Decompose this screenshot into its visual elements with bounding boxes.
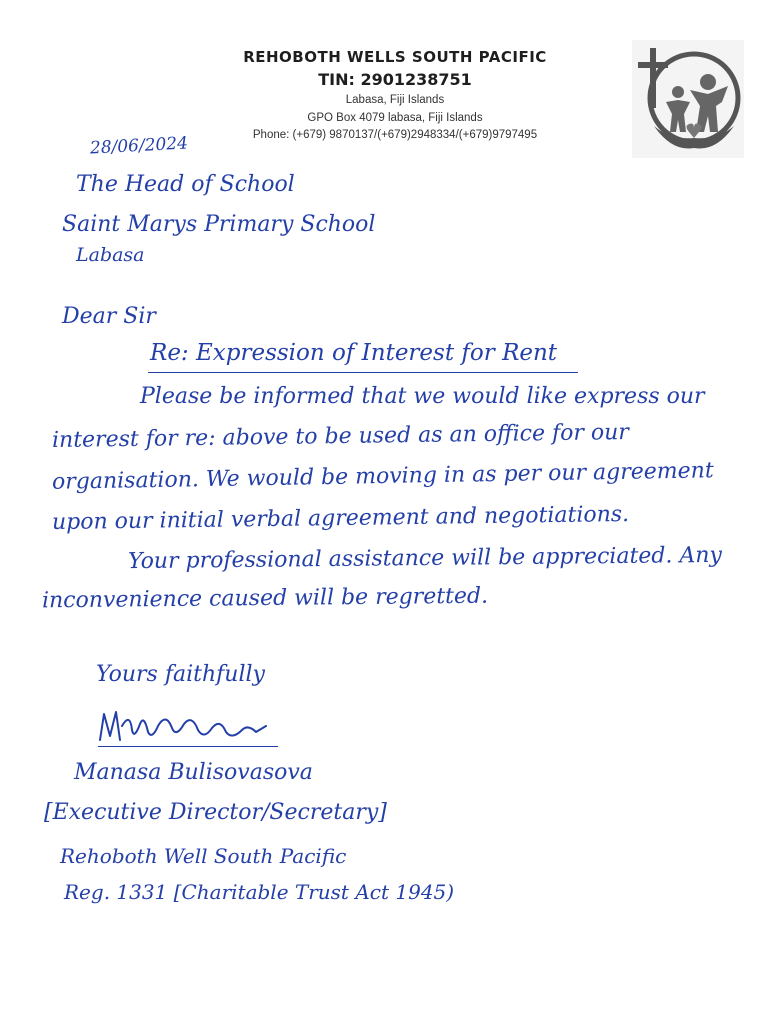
recipient-line-2: Saint Marys Primary School [62,212,376,237]
recipient-line-3: Labasa [76,244,145,266]
subject-underline [148,372,578,373]
signatory-title: [Executive Director/Secretary] [44,800,387,825]
paragraph1-line1: Please be informed that we would like express our [140,384,705,409]
paragraph1-line2: interest for re: above to be used as an office for our [51,419,630,454]
signature-underline [98,746,278,747]
registration-number: Reg. 1331 [Charitable Trust Act 1945) [64,880,455,904]
subject-line: Re: Expression of Interest for Rent [150,340,558,366]
letterhead-address-line2: GPO Box 4079 labasa, Fiji Islands [307,112,483,124]
letterhead-tin: TIN: 2901238751 [318,70,472,89]
paragraph2-line2: inconvenience caused will be regretted. [41,583,489,614]
signatory-organization: Rehoboth Well South Pacific [60,844,347,868]
closing: Yours faithfully [96,662,265,687]
letter-date: 28/06/2024 [89,133,189,159]
letterhead-org-name: REHOBOTH WELLS SOUTH PACIFIC [243,48,547,66]
paragraph2-line1: Your professional assistance will be appreciated. Any [127,542,723,575]
signatory-name: Manasa Bulisovasova [74,760,313,785]
paragraph1-line4: upon our initial verbal agreement and negotiations. [51,501,630,536]
signature-icon [96,706,276,750]
letterhead-phone: Phone: (+679) 9870137/(+679)2948334/(+679)9797495 [252,129,538,141]
salutation: Dear Sir [62,304,156,329]
organization-logo-icon [632,40,744,158]
letterhead-address-line1: Labasa, Fiji Islands [345,94,445,106]
paragraph1-line3: organisation. We would be moving in as per our agreement [51,458,714,495]
recipient-line-1: The Head of School [76,172,295,197]
